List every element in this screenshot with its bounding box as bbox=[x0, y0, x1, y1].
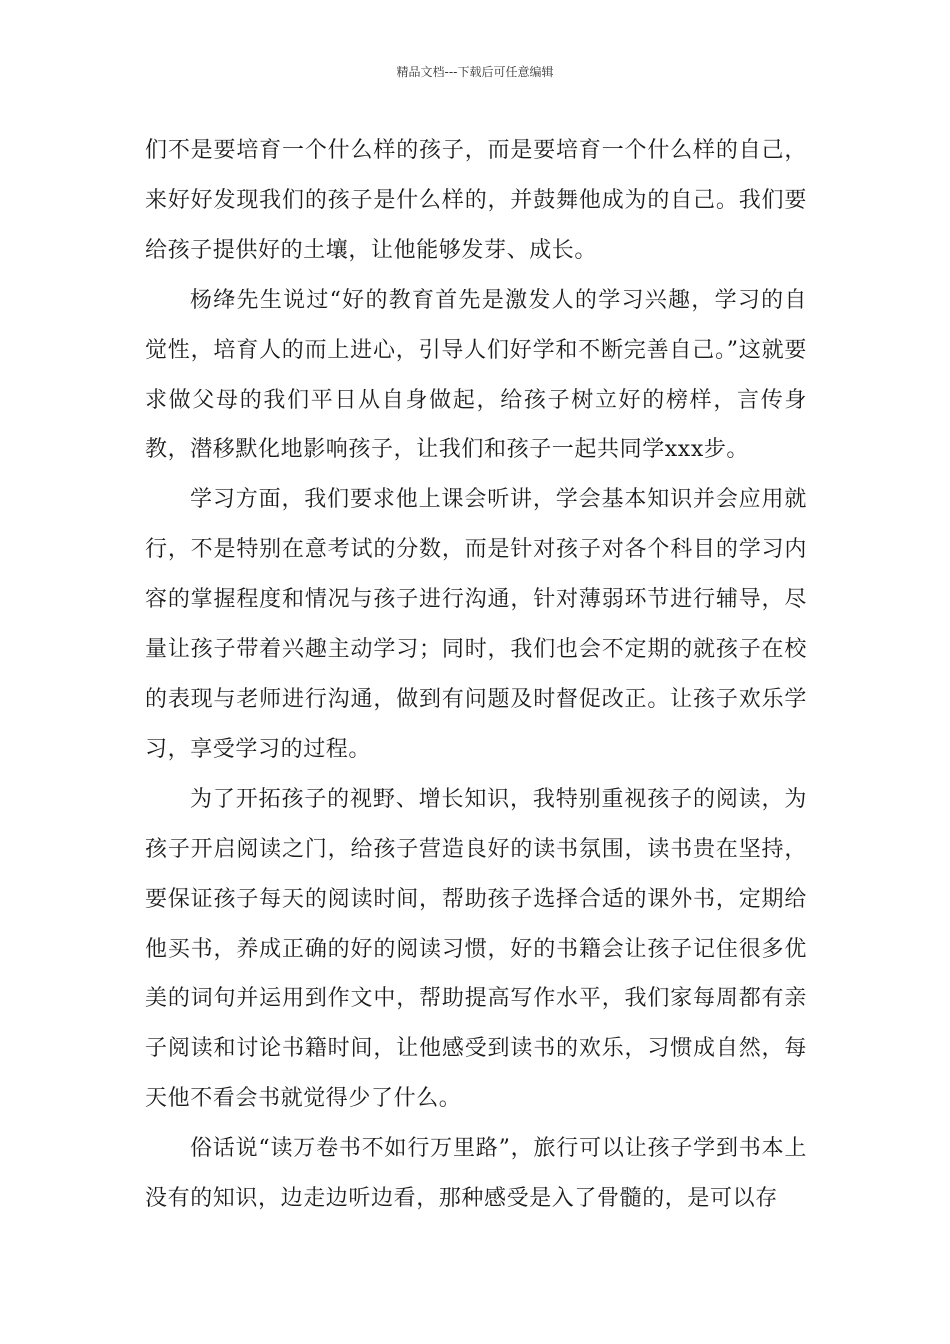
page-header: 精品文档---下载后可任意编辑 bbox=[396, 65, 554, 79]
paragraph-5: 俗话说“读万卷书不如行万里路”，旅行可以让孩子学到书本上没有的知识，边走边听边看，那种感受是入了骨髓的，是可以存 bbox=[145, 1136, 807, 1212]
paragraph-2: 杨绛先生说过“好的教育首先是激发人的学习兴趣，学习的自觉性，培育人的而上进心，引导人们好学和不断完善自己。”这就要求做父母的我们平日从自身做起，给孩子树立好的榜样，言传身教，潜移默化地影响孩子，让我们和孩子一起共同学xxx步。 bbox=[145, 287, 807, 463]
paragraph-4: 为了开拓孩子的视野、增长知识，我特别重视孩子的阅读，为孩子开启阅读之门，给孩子营造良好的读书氛围，读书贵在坚持，要保证孩子每天的阅读时间，帮助孩子选择合适的课外书，定期给他买书，养成正确的好的阅读习惯，好的书籍会让孩子记住很多优美的词句并运用到作文中，帮助提高写作水平，我们家每周都有亲子阅读和讨论书籍时间，让他感受到读书的欢乐，习惯成自然，每天他不看会书就觉得少了什么。 bbox=[145, 786, 807, 1112]
document-body bbox=[145, 126, 807, 1224]
paragraph-1: 们不是要培育一个什么样的孩子，而是要培育一个什么样的自己，来好好发现我们的孩子是什么样的，并鼓舞他成为的自己。我们要给孩子提供好的土壤，让他能够发芽、成长。 bbox=[145, 138, 807, 263]
paragraph-3: 学习方面，我们要求他上课会听讲，学会基本知识并会应用就行，不是特别在意考试的分数，而是针对孩子对各个科目的学习内容的掌握程度和情况与孩子进行沟通，针对薄弱环节进行辅导，尽量让孩子带着兴趣主动学习；同时，我们也会不定期的就孩子在校的表现与老师进行沟通，做到有问题及时督促改正。让孩子欢乐学习，享受学习的过程。 bbox=[145, 487, 807, 762]
